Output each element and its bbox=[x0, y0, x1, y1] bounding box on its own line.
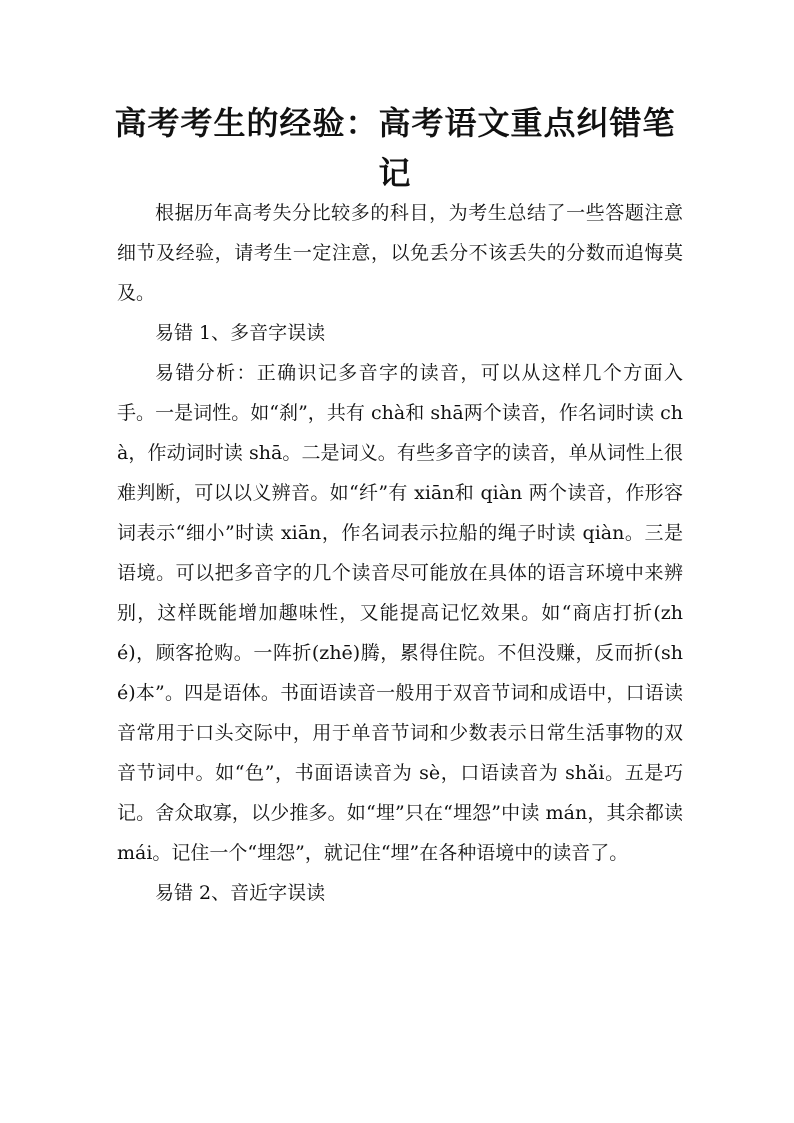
section-1-heading: 易错 1、多音字误读 bbox=[155, 322, 326, 344]
document-title: 高考考生的经验：高考语文重点纠错笔记 bbox=[114, 104, 676, 192]
section-2-heading: 易错 2、音近字误读 bbox=[155, 882, 326, 904]
intro-paragraph: 根据历年高考失分比较多的科目，为考生总结了一些答题注意细节及经验，请考生一定注意，以免丢分不该丢失的分数而追悔莫及。 bbox=[117, 202, 683, 304]
section-1-paragraph: 易错分析：正确识记多音字的读音，可以从这样几个方面入手。一是词性。如“刹”，共有 chà和 shā两个读音，作名词时读 chà，作动词时读 shā。二是词义。有些多音字的读音，单从词性上很难判断，可以以义辨音。如“纤”有 xiān和 qiàn 两个读音，作形容词表示“细小”时读 xiān，作名词表示拉船的绳子时读 qiàn。三是语境。可以把多音字的几个读音尽可能放在具体的语言环境中来辨别，这样既能增加趣味性，又能提高记忆效果。如“商店打折(zhé)，顾客抢购。一阵折(zhē)腾，累得住院。不但没赚，反而折(shé)本”。四是语体。书面语读音一般用于双音节词和成语中，口语读音常用于口头交际中，用于单音节词和少数表示日常生活事物的双音节词中。如“色”，书面语读音为 sè，口语读音为 shǎi。五是巧记。舍众取寡，以少推多。如“埋”只在“埋怨”中读 mán，其余都读 mái。记住一个“埋怨”，就记住“埋”在各种语境中的读音了。 bbox=[117, 362, 683, 864]
document-body bbox=[117, 193, 683, 913]
